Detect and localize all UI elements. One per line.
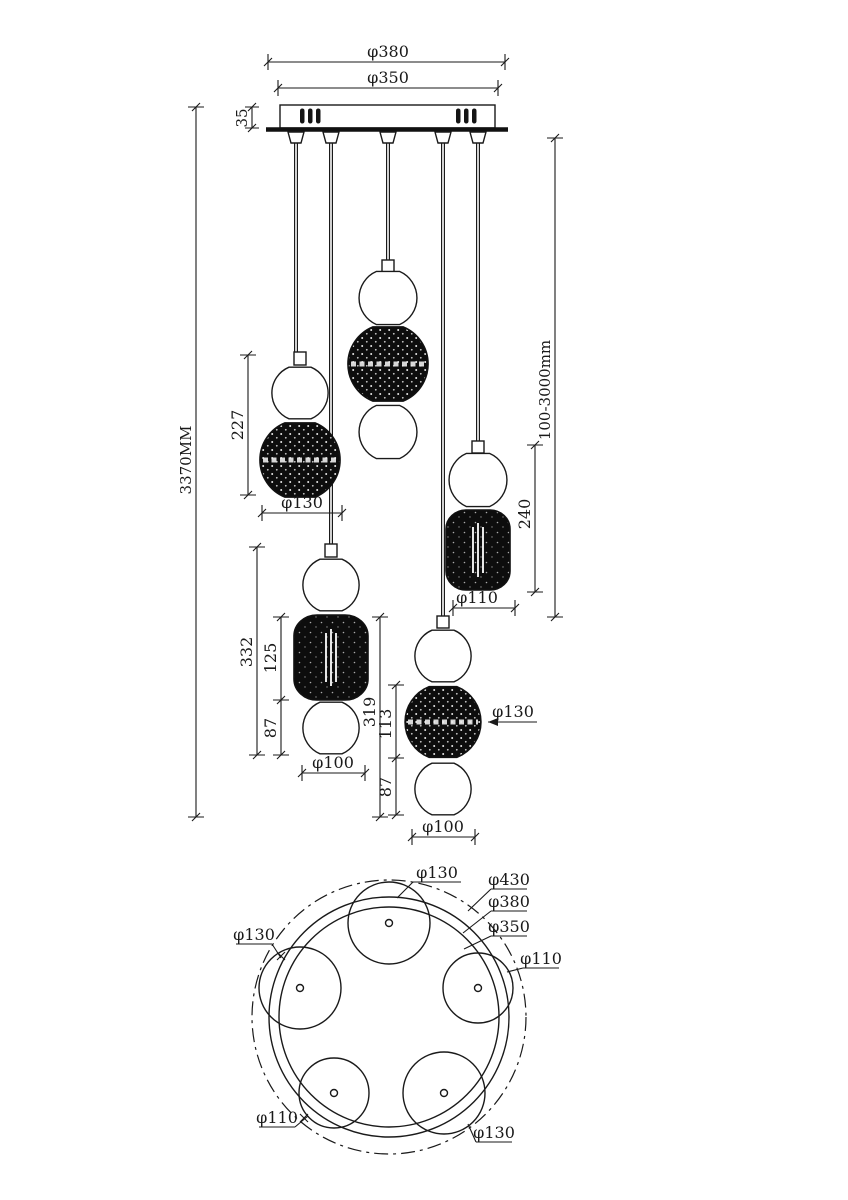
dim-canopy-outer: φ380	[367, 42, 409, 61]
plan-label-middle-ring: φ380	[488, 892, 530, 911]
dim-canopy-height: 35	[233, 108, 251, 128]
plan-label-top-shade: φ130	[416, 863, 458, 882]
dim-canopy-inner: φ350	[367, 68, 409, 87]
pendant-2-glass-ball-top	[303, 559, 359, 611]
plan-label-inner-ring: φ350	[488, 917, 530, 936]
pendant-2-socket	[325, 544, 337, 557]
cord-grips	[288, 132, 486, 143]
dim-pendant5-ball-height: 87	[376, 776, 395, 798]
pendant-4-socket	[472, 441, 484, 453]
dim-pendant1-dia: φ130	[281, 493, 323, 512]
pendant-1-glass-ball	[272, 367, 328, 419]
plan-label-right-shade: φ110	[520, 949, 562, 968]
pendant-5-glass-ball-bottom	[415, 763, 471, 815]
plan-label-outer-ring: φ430	[488, 870, 530, 889]
pendant-5-glass-ball-top	[415, 630, 471, 682]
dim-pendant5-shade-height: 113	[376, 708, 395, 740]
pendant-1-socket	[294, 352, 306, 365]
pendant-3-socket	[382, 260, 394, 272]
plan-view	[233, 863, 562, 1154]
pendant-5-socket	[437, 616, 449, 628]
pendant-2-glass-ball-bottom	[303, 702, 359, 754]
pendant-3-glass-ball-bottom	[359, 405, 417, 458]
plan-lamp-circles	[259, 882, 513, 1134]
plan-label-left-shade: φ130	[233, 925, 275, 944]
pendant-4-glass-ball	[449, 453, 507, 506]
plan-label-bottom-left-shade: φ110	[256, 1108, 298, 1127]
plan-ring-380	[269, 897, 509, 1137]
pendant-1	[260, 352, 340, 497]
pendant-4	[446, 441, 510, 590]
dim-pendant2-ball-dia: φ100	[312, 753, 354, 772]
dim-pendant5-height: 319	[360, 696, 379, 728]
dim-pendant4-dia: φ110	[456, 588, 498, 607]
elevation-view	[177, 42, 563, 845]
pendant-5	[405, 616, 481, 815]
dim-pendant5-ball-dia: φ100	[422, 817, 464, 836]
dim-pendant2-shade-height: 125	[261, 642, 280, 674]
pendant-3-glass-ball-top	[359, 271, 417, 324]
dim-pendant4-height: 240	[515, 498, 534, 530]
dim-pendant2-ball-height: 87	[261, 717, 280, 739]
dim-pendant2-height: 332	[237, 636, 256, 668]
dim-cable-range: 100-3000mm	[536, 339, 554, 441]
dim-pendant1-height: 227	[228, 409, 247, 441]
pendant-2	[294, 544, 368, 754]
plan-ring-350	[279, 907, 499, 1127]
plan-labels	[233, 863, 562, 1142]
dim-total-height: 3370MM	[177, 425, 195, 495]
dim-pendant5-shade-dia: φ130	[492, 702, 534, 721]
plan-label-bottom-right-shade: φ130	[473, 1123, 515, 1142]
pendant-3	[348, 260, 428, 459]
ceiling-canopy	[266, 105, 508, 143]
